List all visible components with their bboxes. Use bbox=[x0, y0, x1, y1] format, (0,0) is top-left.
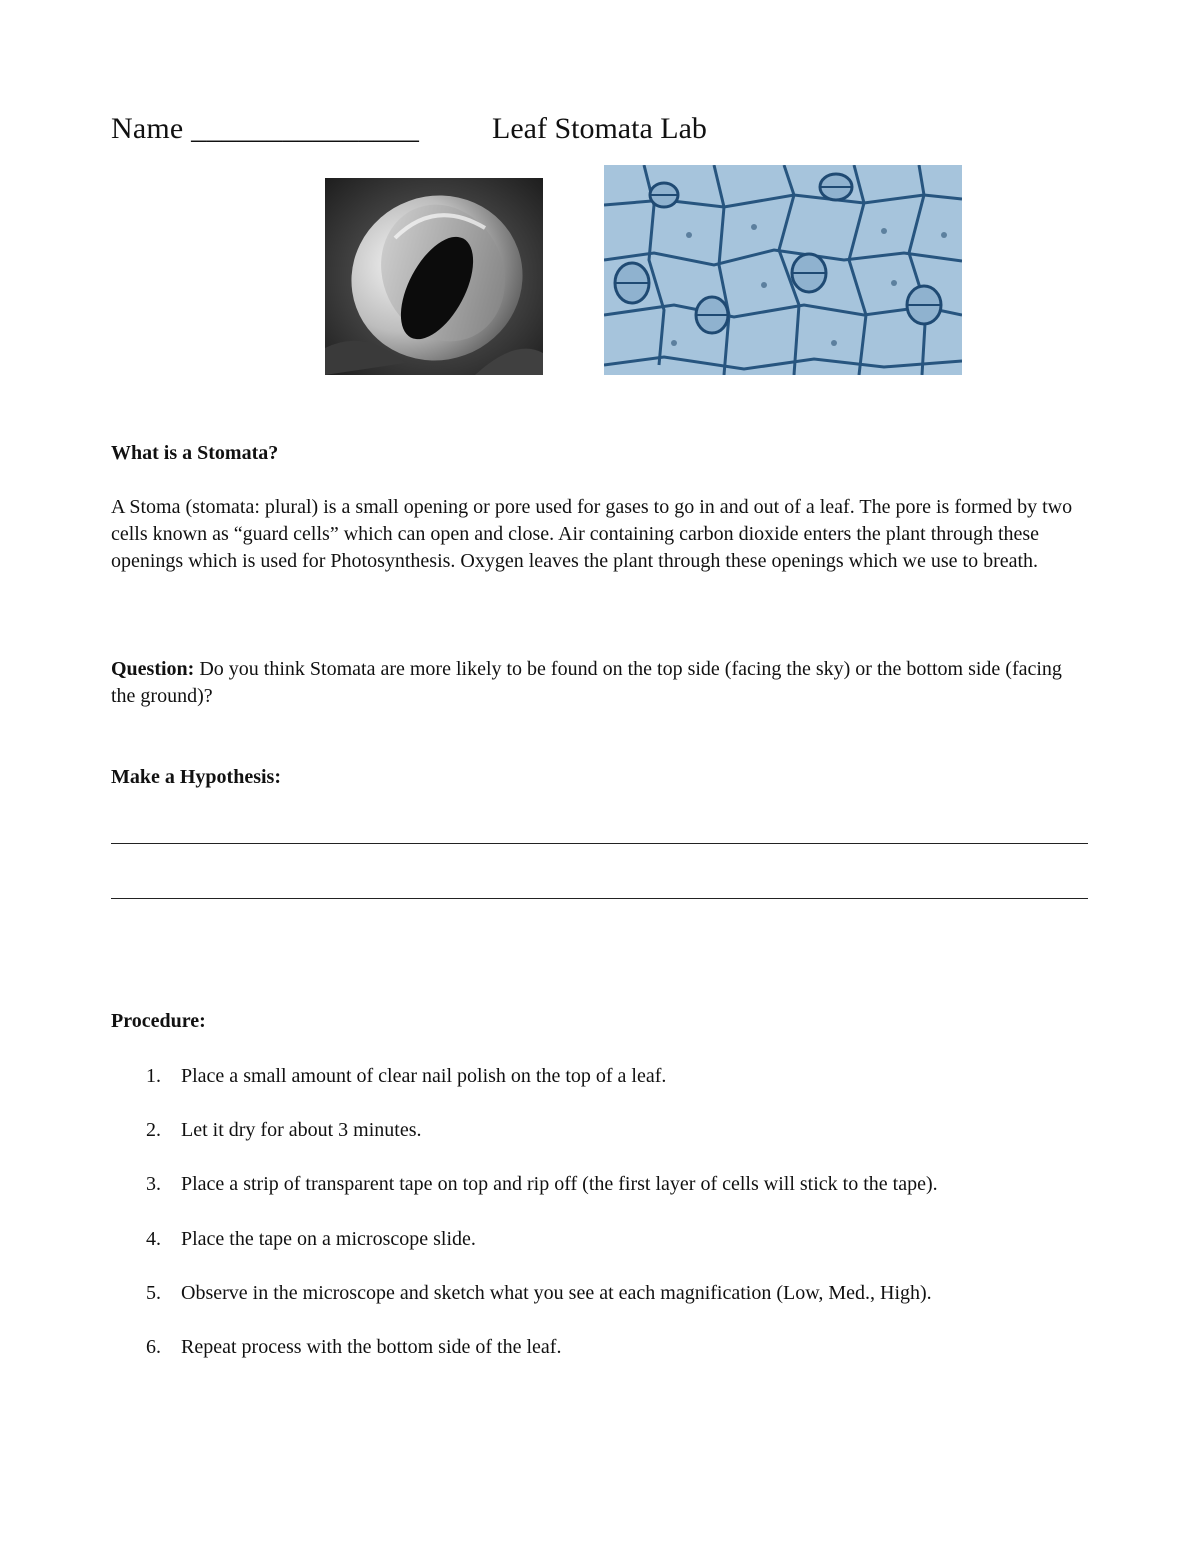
hypothesis-heading: Make a Hypothesis: bbox=[111, 766, 281, 788]
procedure-step: 6. Repeat process with the bottom side of the leaf. bbox=[146, 1335, 562, 1358]
procedure-step: 5. Observe in the microscope and sketch what you see at each magnification (Low, Med., High). bbox=[146, 1281, 932, 1304]
procedure-step: 1. Place a small amount of clear nail polish on the top of a leaf. bbox=[146, 1065, 667, 1087]
stomata-description: A Stoma (stomata: plural) is a small opening or pore used for gases to go in and out of a leaf. The pore is formed by two cells known as “guard cells” which can open and close. Air containing carbon dioxide enters the plant through these openings which is used for Photosynthesis. Oxygen leaves the plant through these openings which we use to breath. bbox=[111, 496, 1073, 572]
what-is-stomata-heading: What is a Stomata? bbox=[111, 442, 279, 464]
question-label: Question: bbox=[111, 658, 195, 680]
stoma-sem-image bbox=[325, 178, 543, 375]
question-text: Do you think Stomata are more likely to be found on the top side (facing the sky) or the bottom side (facing the ground)? bbox=[111, 658, 1062, 707]
leaf-epidermis-micrograph bbox=[604, 165, 962, 375]
procedure-heading: Procedure: bbox=[111, 1010, 206, 1032]
procedure-steps bbox=[111, 1062, 938, 1387]
name-field-label: Name _______________ bbox=[111, 112, 420, 145]
page-title: Leaf Stomata Lab bbox=[492, 112, 707, 145]
hypothesis-line-2[interactable] bbox=[111, 898, 1088, 899]
leaf-cells-micrograph-icon bbox=[604, 165, 962, 375]
question-block bbox=[111, 656, 1091, 710]
procedure-step: 2. Let it dry for about 3 minutes. bbox=[146, 1119, 422, 1142]
procedure-step: 4. Place the tape on a microscope slide. bbox=[146, 1227, 476, 1250]
hypothesis-line-1[interactable] bbox=[111, 843, 1088, 844]
procedure-step: 3. Place a strip of transparent tape on top and rip off (the first layer of cells will stick to the tape). bbox=[146, 1173, 938, 1196]
stoma-electron-micrograph-icon bbox=[325, 178, 543, 375]
